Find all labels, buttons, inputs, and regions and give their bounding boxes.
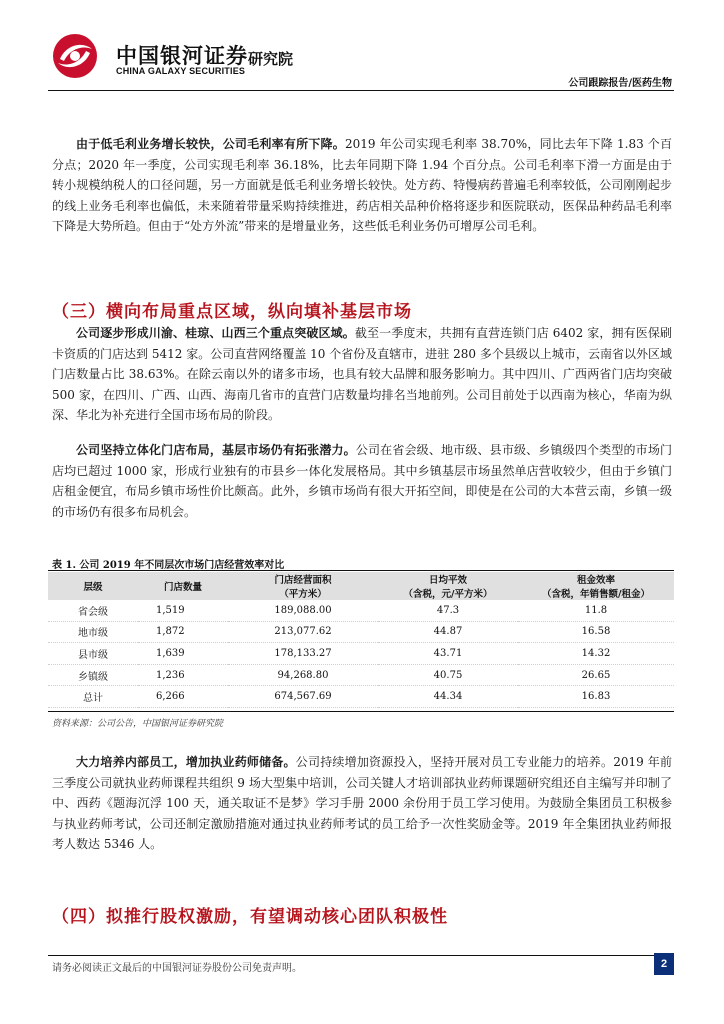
paragraph-lead: 公司坚持立体化门店布局，基层市场仍有拓张潜力。 [76,443,356,457]
table-row: 省会级 1,519 189,088.00 47.3 11.8 [48,600,674,621]
col-rent-efficiency: 租金效率 （含税，年销售额/租金） [542,575,650,600]
paragraph-body: 公司在省会级、地市级、县市级、乡镇级四个类型的市场门店均已超过 1000 家，形成行业独有的市县乡一体化发展格局。其中乡镇基层市场虽然单店营收较少，但由于乡镇门店租金便宜，布局乡镇市场性价比颇高。此外，乡镇市场尚有很大开拓空间，即使是在公司的大本营云南，乡镇一级的市场仍有很多布局机会。 [52,443,672,519]
paragraph-body: 截至一季度末，共拥有直营连锁门店 6402 家，拥有医保刷卡资质的门店达到 5412 家。公司直营网络覆盖 10 个省份及直辖市，进驻 280 多个县级以上城市，云南省以外区域门店数量占比 38.63%。在除云南以外的诸多市场，也具有较大品牌和服务影响力。其中四川、广西两省门店均突破 500 家，在四川、广西、山西、海南几省市的直营门店数量均排名当地前列。公司目前处于以西南为核心，华南为纵深、华北为补充进行全国市场布局的阶段。 [52,326,672,422]
paragraph-body: 公司持续增加资源投入，坚持开展对员工专业能力的培养。2019 年前三季度公司就执业药师课程共组织 9 场大型集中培训，公司关键人才培训部执业药师课题研究组还自主编写并印制了中、西药《题海沉浮 100 天，通关取证不是梦》学习手册 2000 余份用于员工学习使用。为鼓励全集团员工积极参与执业药师考试，公司还制定激励措施对通过执业药师考试的员工给予一次性奖励金等。2019 年全集团执业药师报考人数达 5346 人。 [52,755,672,851]
paragraph-lead: 由于低毛利业务增长较快，公司毛利率有所下降。 [76,137,345,151]
table-source: 资料来源：公司公告，中国银河证券研究院 [52,719,224,729]
table-title: 表 1. 公司 2019 年不同层次市场门店经营效率对比 [52,560,285,571]
col-level: 层级 [83,582,103,593]
brand-name-en: CHINA GALAXY SECURITIES [116,66,246,76]
col-area: 门店经营面积 （平方米） [274,575,332,600]
footer-disclaimer: 请务必阅读正文最后的中国银河证券股份公司免责声明。 [52,963,302,974]
paragraph-store-layout [52,440,672,522]
table-row-total: 总计 6,266 674,567.69 44.34 16.83 [48,686,674,708]
paragraph-lead: 大力培养内部员工，增加执业药师储备。 [76,755,296,769]
paragraph-regions [52,323,672,426]
page-header [0,0,724,100]
table-row: 县市级 1,639 178,133.27 43.71 14.32 [48,643,674,665]
brand-name-cn: 中国银河证券 [116,44,248,68]
table-top-rule [48,570,674,571]
section-heading-3: （三）横向布局重点区域，纵向填补基层市场 [52,302,412,322]
table-row: 乡镇级 1,236 94,268.80 40.75 26.65 [48,664,674,686]
report-type: 公司跟踪报告/医药生物 [568,78,672,89]
section-heading-4: （四）拟推行股权激励，有望调动核心团队积极性 [52,907,448,927]
table-header-row [48,572,674,600]
store-efficiency-table [48,572,674,708]
table-bottom-rule [48,711,674,712]
paragraph-body: 2019 年公司实现毛利率 38.70%，同比去年下降 1.83 个百分点；2020 年一季度，公司实现毛利率 36.18%，比去年同期下降 1.94 个百分点。公司毛利率下滑一方面是由于转小规模纳税人的口径问题，另一方面就是低毛利业务增长较快。处方药、特慢病药普遍毛利率较低，公司刚刚起步的线上业务毛利率也偏低，未来随着带量采购持续推进，药店相关品种价格将逐步和医院联动，医保品种药品毛利率下降是大势所趋。但由于“处方外流”带来的是增量业务，这些低毛利业务仍可增厚公司毛利。 [52,137,672,233]
paragraph-lead: 公司逐步形成川渝、桂琼、山西三个重点突破区域。 [76,326,355,340]
col-store-count: 门店数量 [163,582,202,593]
header-divider [48,90,674,91]
research-institute-label: 研究院 [248,50,294,68]
paragraph-gross-margin [52,134,672,237]
col-daily-efficiency: 日均平效 （含税，元/平方米） [403,575,493,600]
footer-divider [48,955,674,956]
page-number: 2 [654,953,674,975]
table-row: 地市级 1,872 213,077.62 44.87 16.58 [48,621,674,643]
galaxy-logo-icon [52,33,98,79]
paragraph-pharmacists [52,752,672,855]
